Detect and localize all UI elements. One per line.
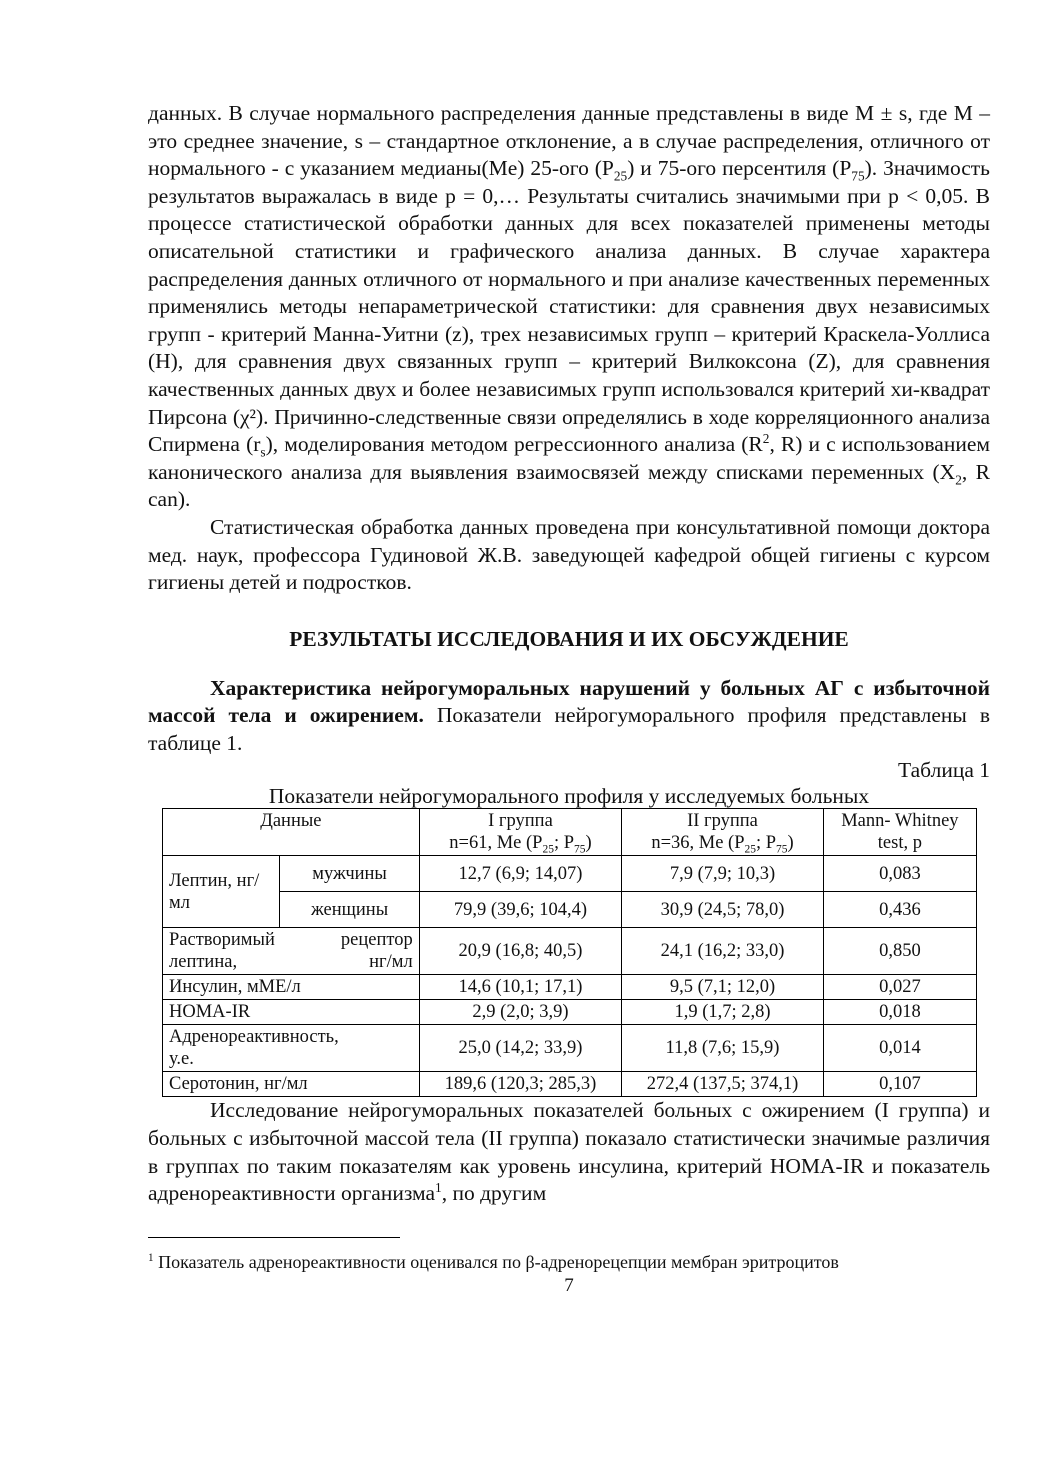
- table-row: Растворимый рецептор лептина, нг/мл 20,9 (16,8; 40,5) 24,1 (16,2; 33,0) 0,850: [163, 928, 977, 975]
- table-row: Адренореактивность, у.е. 25,0 (14,2; 33,9) 11,8 (7,6; 15,9) 0,014: [163, 1025, 977, 1072]
- subsection-title: Характеристика нейрогуморальных нарушений у больных АГ с избыточной массой тела и ожирением.: [148, 675, 990, 728]
- table-header-row: [163, 809, 977, 856]
- table-row: женщины 79,9 (39,6; 104,4) 30,9 (24,5; 78,0) 0,436: [163, 892, 977, 928]
- methods-paragraph: данных. В случае нормального распределения данные представлены в виде M ± s, где M – это среднее значение, s – стандартное отклонение, а в случае распределения, отличного от нормального - с указанием медианы(Me) 25-ого $(P_{25})$ и 75-ого персентиля $(P_{75})$. Значимость результатов выражалась в виде p = 0,… Результаты считались значимыми при p < 0,05. В процессе статистической обработки данных для всех показателей применены методы описательной статистики и графического анализа данных. В случае характера распределения данных отличного от нормального и при анализе качественных переменных применялись методы непараметрической статистики: для сравнения двух независимых групп - критерий Манна-Уитни (z), трех независимых групп – критерий Краскела-Уоллиса (H), для сравнения двух связанных групп – критерий Вилкоксона (Z), для сравнения качественных данных двух и более независимых групп использовался критерий хи-квадрат Пирсона (χ²). Причинно-следственные связи определялись в ходе корреляционного анализа Спирмена $(r_s)$, моделирования методом регрессионного анализа ($R^2$, R) и с использованием канонического анализа для выявления взаимосвязей между списками переменных ($X_2$, R can).: [148, 101, 990, 512]
- table-number: Таблица 1: [898, 758, 990, 783]
- footnote-divider: [148, 1237, 400, 1238]
- section-heading: РЕЗУЛЬТАТЫ ИССЛЕДОВАНИЯ И ИХ ОБСУЖДЕНИЕ: [289, 626, 849, 651]
- header-test: Mann- Whitney test, p: [823, 809, 976, 856]
- acknowledgment-paragraph: Статистическая обработка данных проведена при консультативной помощи доктора мед. наук, профессора Гудиновой Ж.В. заведующей кафедрой общей гигиены с курсом гигиены детей и подростков.: [148, 514, 990, 595]
- page-number: 7: [564, 1274, 574, 1296]
- footnote-ref: 1: [435, 1180, 442, 1196]
- header-group1: I группа n=61, Me ($P_{25}$; $P_{75}$): [419, 809, 622, 856]
- table-row: HOMA-IR 2,9 (2,0; 3,9) 1,9 (1,7; 2,8) 0,018: [163, 1000, 977, 1025]
- leptin-label: Лептин, нг/мл: [163, 856, 280, 928]
- table-row: Серотонин, нг/мл 189,6 (120,3; 285,3) 272,4 (137,5; 374,1) 0,107: [163, 1072, 977, 1097]
- table-row: Лептин, нг/мл мужчины 12,7 (6,9; 14,07) 7,9 (7,9; 10,3) 0,083: [163, 856, 977, 892]
- document-page: [148, 100, 990, 1297]
- subsection-paragraph: Характеристика нейрогуморальных нарушений у больных АГ с избыточной массой тела и ожирением. Показатели нейрогуморального профиля представлены в таблице 1.: [148, 675, 990, 755]
- leptin-men-label: мужчины: [280, 856, 419, 892]
- neurohumoral-table: [162, 808, 977, 1097]
- leptin-women-label: женщины: [280, 892, 419, 928]
- table-caption: Показатели нейрогуморального профиля у исследуемых больных: [268, 784, 870, 809]
- footnote: $^1$ Показатель адренореактивности оценивался по β-адренорецепции мембран эритроцитов: [148, 1251, 839, 1272]
- header-group2: II группа n=36, Me ($P_{25}$; $P_{75}$): [622, 809, 824, 856]
- header-data: Данные: [163, 809, 420, 856]
- results-paragraph: Исследование нейрогуморальных показателей больных с ожирением (I группа) и больных с избыточной массой тела (II группа) показало статистически значимые различия в группах по таким показателям как уровень инсулина, критерий HOMA-IR и показатель адренореактивности организма$^1$, по другим: [148, 1098, 990, 1206]
- table-row: Инсулин, мМЕ/л 14,6 (10,1; 17,1) 9,5 (7,1; 12,0) 0,027: [163, 975, 977, 1000]
